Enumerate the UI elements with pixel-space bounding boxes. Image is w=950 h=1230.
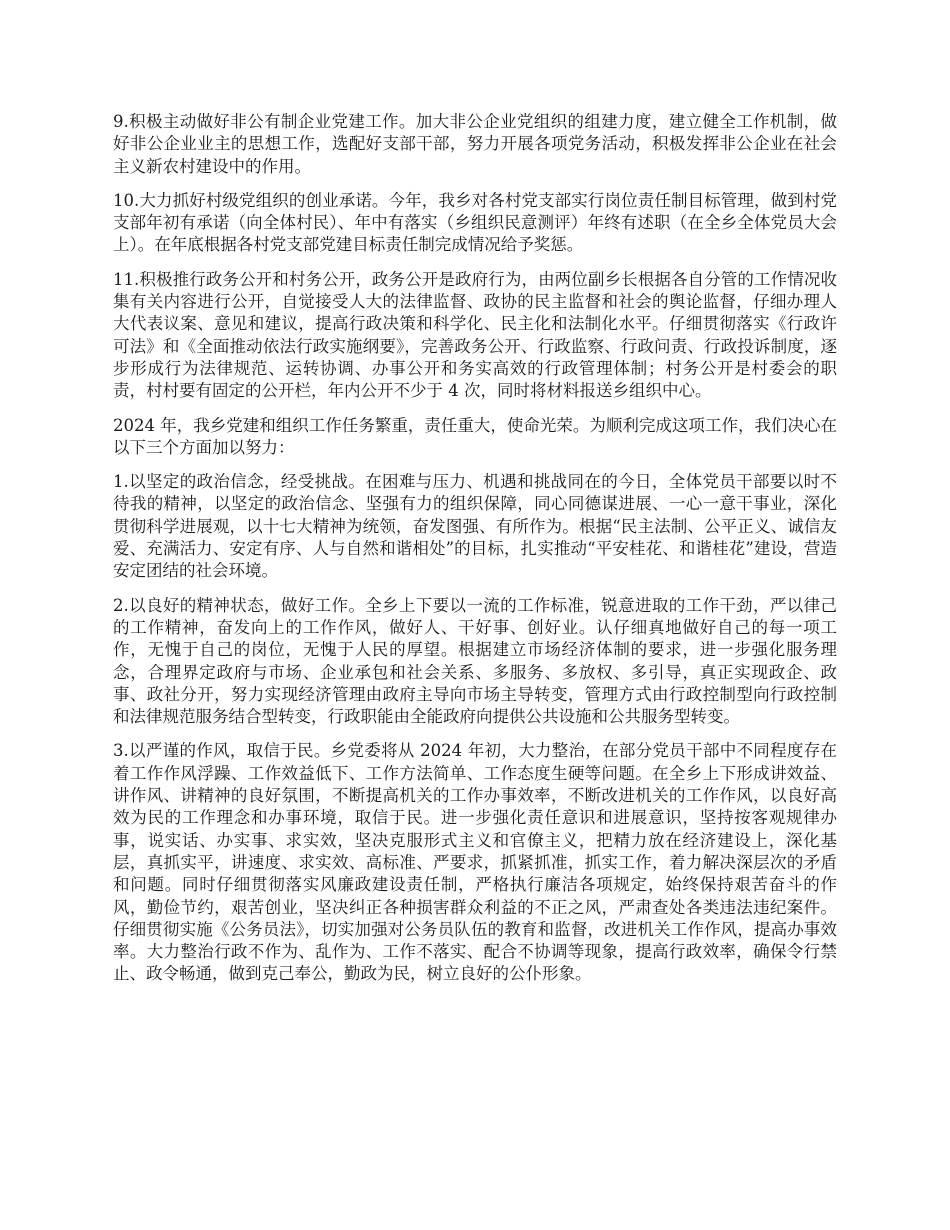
paragraph-2024-intro: 2024 年，我乡党建和组织工作任务繁重，责任重大，使命光荣。为顺利完成这项工作，我们决心在以下三个方面加以努力： <box>113 415 837 457</box>
paragraph-11-government-affairs-openness: 11.积极推行政务公开和村务公开，政务公开是政府行为，由两位副乡长根据各自分管的工作情况收集有关内容进行公开，自觉接受人大的法律监督、政协的民主监督和社会的舆论监督，仔细办理人大代表议案、意见和建议，提高行政决策和科学化、民主化和法制化水平。仔细贯彻落实《行政许可法》和《全面推动依法行政实施纲要》，完善政务公开、行政监察、行政问责、行政投诉制度，逐步形成行为法律规范、运转协调、办事公开和务实高效的行政管理体制；村务公开是村委会的职责，村村要有固定的公开栏，年内公开不少于 4 次，同时将材料报送乡组织中心。 <box>113 269 837 401</box>
document-body <box>113 111 837 998</box>
paragraph-2-spirit-state: 2.以良好的精神状态，做好工作。全乡上下要以一流的工作标准，锐意进取的工作干劲，严以律己的工作精神，奋发向上的工作作风，做好人、干好事、创好业。认仔细真地做好自己的每一项工作，无愧于自己的岗位，无愧于人民的厚望。根据建立市场经济体制的要求，进一步强化服务理念，合理界定政府与市场、企业承包和社会关系、多服务、多放权、多引导，真正实现政企、政事、政社分开，努力实现经济管理由政府主导向市场主导转变，管理方式由行政控制型向行政控制和法律规范服务结合型转变，行政职能由全能政府向提供公共设施和公共服务型转变。 <box>113 595 837 727</box>
paragraph-3-rigorous-style: 3.以严谨的作风，取信于民。乡党委将从 2024 年初，大力整治，在部分党员干部中不同程度存在着工作作风浮躁、工作效益低下、工作方法简单、工作态度生硬等问题。在全乡上下形成讲效益、讲作风、讲精神的良好氛围，不断提高机关的工作办事效率，不断改进机关的工作作风，以良好高效为民的工作理念和办事环境，取信于民。进一步强化责任意识和进展意识，坚持按客观规律办事，说实话、办实事、求实效，坚决克服形式主义和官僚主义，把精力放在经济建设上，深化基层，真抓实平，讲速度、求实效、高标准、严要求，抓紧抓准，抓实工作，着力解决深层次的矛盾和问题。同时仔细贯彻落实风廉政建设责任制，严格执行廉洁各项规定，始终保持艰苦奋斗的作风，勤俭节约，艰苦创业，坚决纠正各种损害群众利益的不正之风，严肃查处各类违法违纪案件。仔细贯彻实施《公务员法》，切实加强对公务员队伍的教育和监督，改进机关工作作风，提高办事效率。大力整治行政不作为、乱作为、工作不落实、配合不协调等现象，提高行政效率，确保令行禁止、政令畅通，做到克己奉公，勤政为民，树立良好的公仆形象。 <box>113 741 837 984</box>
paragraph-1-political-belief: 1.以坚定的政治信念，经受挑战。在困难与压力、机遇和挑战同在的今日，全体党员干部要以时不待我的精神，以坚定的政治信念、坚强有力的组织保障，同心同德谋进展、一心一意干事业，深化贯彻科学进展观，以十七大精神为统领，奋发图强、有所作为。根据“民主法制、公平正义、诚信友爱、充满活力、安定有序、人与自然和谐相处”的目标，扎实推动“平安桂花、和谐桂花”建设，营造安定团结的社会环境。 <box>113 472 837 581</box>
paragraph-9-nonpublic-party-building: 9.积极主动做好非公有制企业党建工作。加大非公企业党组织的组建力度，建立健全工作机制，做好非公企业业主的思想工作，选配好支部干部，努力开展各项党务活动，积极发挥非公企业在社会主义新农村建设中的作用。 <box>113 112 837 176</box>
paragraph-10-village-party-commitment: 10.大力抓好村级党组织的创业承诺。今年，我乡对各村党支部实行岗位责任制目标管理，做到村党支部年初有承诺（向全体村民）、年中有落实（乡组织民意测评）年终有述职（在全乡全体党员大会上）。在年底根据各村党支部党建目标责任制完成情况给予奖惩。 <box>113 190 837 255</box>
